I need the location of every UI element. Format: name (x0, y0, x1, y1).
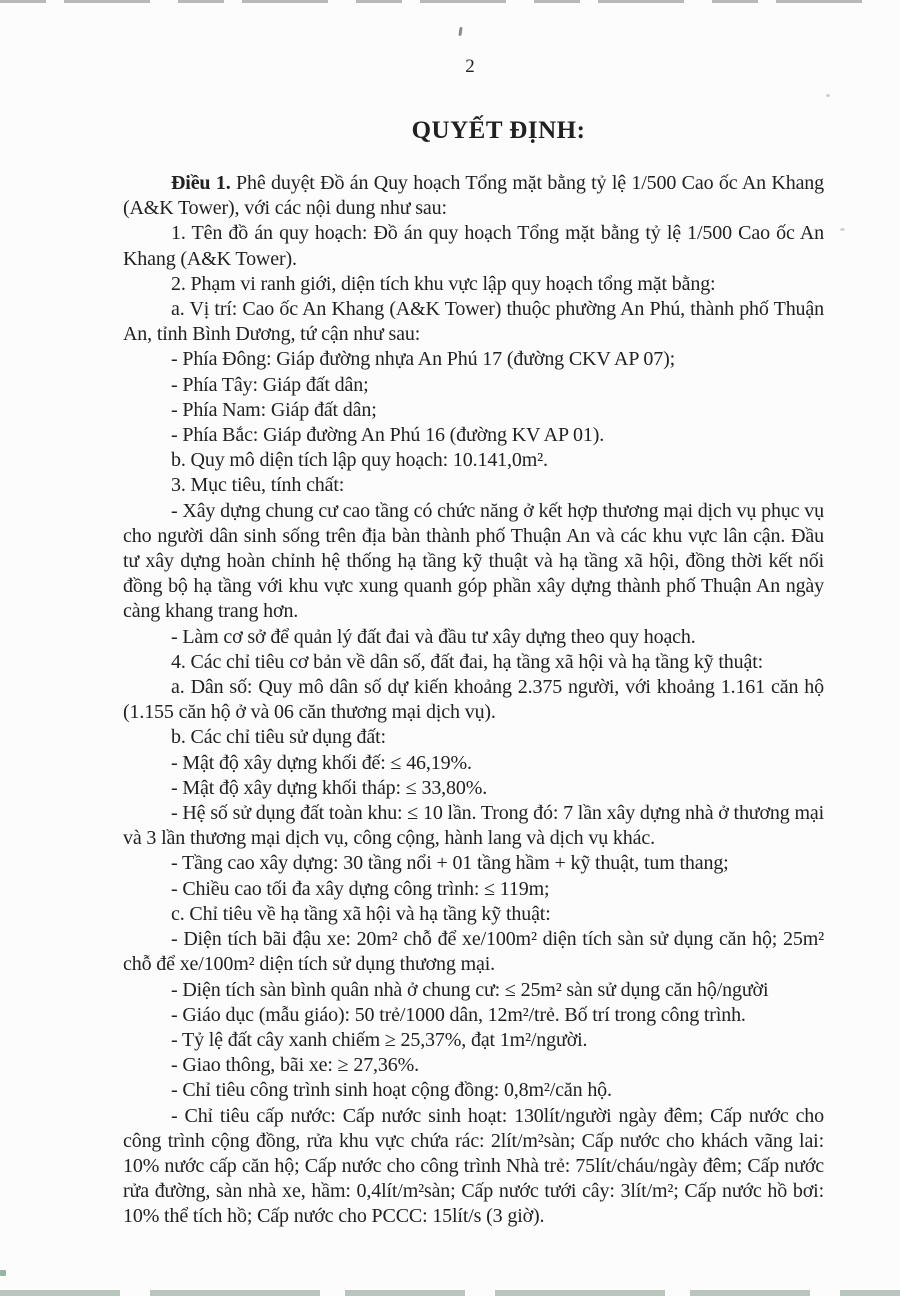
document-title: QUYẾT ĐỊNH: (411, 117, 586, 144)
paragraph: - Phía Bắc: Giáp đường An Phú 16 (đường KV AP 01). (171, 424, 605, 447)
paragraph: - Phía Nam: Giáp đất dân; (171, 398, 377, 421)
scan-artifact-top-edge (0, 0, 880, 3)
document-body (123, 171, 824, 1230)
paragraph: - Xây dựng chung cư cao tầng có chức năng ở kết hợp thương mại dịch vụ phục vụ cho người dân sinh sống trên địa bàn thành phố Thuận An và các khu vực lân cận. Đầu tư xây dựng hoàn chỉnh hệ thống hạ tầng kỹ thuật và hạ tầng xã hội, đồng thời kết nối đồng bộ hạ tầng với khu vực xung quanh góp phần xây dựng thành phố Thuận An ngày càng khang trang hơn. (123, 499, 824, 623)
paragraph: - Giáo dục (mẫu giáo): 50 trẻ/1000 dân, 12m²/trẻ. Bố trí trong công trình. (171, 1003, 746, 1026)
scan-artifact-bottom-edge (0, 1290, 900, 1296)
paragraph: - Diện tích sàn bình quân nhà ở chung cư: ≤ 25m² sàn sử dụng căn hộ/người (171, 978, 769, 1001)
paragraph: a. Vị trí: Cao ốc An Khang (A&K Tower) thuộc phường An Phú, thành phố Thuận An, tỉnh Bình Dương, tứ cận như sau: (123, 298, 824, 346)
paragraph: - Phía Tây: Giáp đất dân; (171, 373, 369, 396)
paragraph: - Mật độ xây dựng khối tháp: ≤ 33,80%. (171, 776, 488, 799)
paragraph: - Tầng cao xây dựng: 30 tầng nổi + 01 tầng hầm + kỹ thuật, tum thang; (171, 852, 729, 875)
paragraph: 3. Mục tiêu, tính chất: (171, 474, 345, 497)
paragraph: - Phía Đông: Giáp đường nhựa An Phú 17 (đường CKV AP 07); (171, 348, 676, 371)
paragraph: Điều 1. Phê duyệt Đồ án Quy hoạch Tổng mặt bằng tỷ lệ 1/500 Cao ốc An Khang (A&K Tower), với các nội dung như sau: (123, 172, 824, 220)
paragraph-bold-lead: Điều 1. (171, 172, 231, 194)
scan-artifact-speck (840, 228, 845, 231)
paragraph: - Làm cơ sở để quản lý đất đai và đầu tư xây dựng theo quy hoạch. (171, 625, 696, 648)
paragraph: - Chiều cao tối đa xây dựng công trình: ≤ 119m; (171, 877, 550, 900)
scan-artifact-speck (458, 27, 462, 36)
paragraph: - Giao thông, bãi xe: ≥ 27,36%. (171, 1054, 419, 1077)
paragraph: 2. Phạm vi ranh giới, diện tích khu vực lập quy hoạch tổng mặt bằng: (171, 272, 716, 295)
paragraph: 1. Tên đồ án quy hoạch: Đồ án quy hoạch Tổng mặt bằng tỷ lệ 1/500 Cao ốc An Khang (A&K Tower). (123, 222, 824, 270)
paragraph: c. Chỉ tiêu về hạ tầng xã hội và hạ tầng kỹ thuật: (171, 902, 551, 925)
page-number: 2 (465, 56, 475, 77)
paragraph: - Hệ số sử dụng đất toàn khu: ≤ 10 lần. Trong đó: 7 lần xây dựng nhà ở thương mại và 3 lần thương mại dịch vụ, công cộng, hành lang và dịch vụ khác. (123, 802, 825, 850)
paragraph: a. Dân số: Quy mô dân số dự kiến khoảng 2.375 người, với khoảng 1.161 căn hộ (1.155 căn hộ ở và 06 căn thương mại dịch vụ). (123, 676, 824, 724)
paragraph: b. Các chỉ tiêu sử dụng đất: (171, 726, 386, 749)
paragraph: - Chỉ tiêu cấp nước: Cấp nước sinh hoạt: 130lít/người ngày đêm; Cấp nước cho công trình cộng đồng, rửa khu vực chứa rác: 2lít/m²sàn; Cấp nước cho khách vãng lai: 10% nước cấp căn hộ; Cấp nước cho công trình Nhà trẻ: 75lít/cháu/ngày đêm; Cấp nước rửa đường, sàn nhà xe, hầm: 0,4lít/m²sàn; Cấp nước tưới cây: 3lít/m²; Cấp nước hồ bơi: 10% thể tích hồ; Cấp nước cho PCCC: 15lít/s (3 giờ). (123, 1104, 824, 1228)
scan-artifact-speck (826, 94, 830, 97)
paragraph: - Diện tích bãi đậu xe: 20m² chỗ để xe/100m² diện tích sàn sử dụng căn hộ; 25m² chỗ để xe/100m² diện tích sử dụng thương mại. (123, 928, 824, 976)
paragraph: 4. Các chỉ tiêu cơ bản về dân số, đất đai, hạ tầng xã hội và hạ tầng kỹ thuật: (171, 650, 764, 673)
paragraph: - Tỷ lệ đất cây xanh chiếm ≥ 25,37%, đạt 1m²/người. (171, 1028, 588, 1051)
scan-artifact-corner-speck (0, 1270, 6, 1276)
paragraph: b. Quy mô diện tích lập quy hoạch: 10.141,0m². (171, 449, 548, 472)
paragraph: - Chỉ tiêu công trình sinh hoạt cộng đồng: 0,8m²/căn hộ. (171, 1079, 612, 1102)
paragraph: - Mật độ xây dựng khối đế: ≤ 46,19%. (171, 751, 472, 774)
